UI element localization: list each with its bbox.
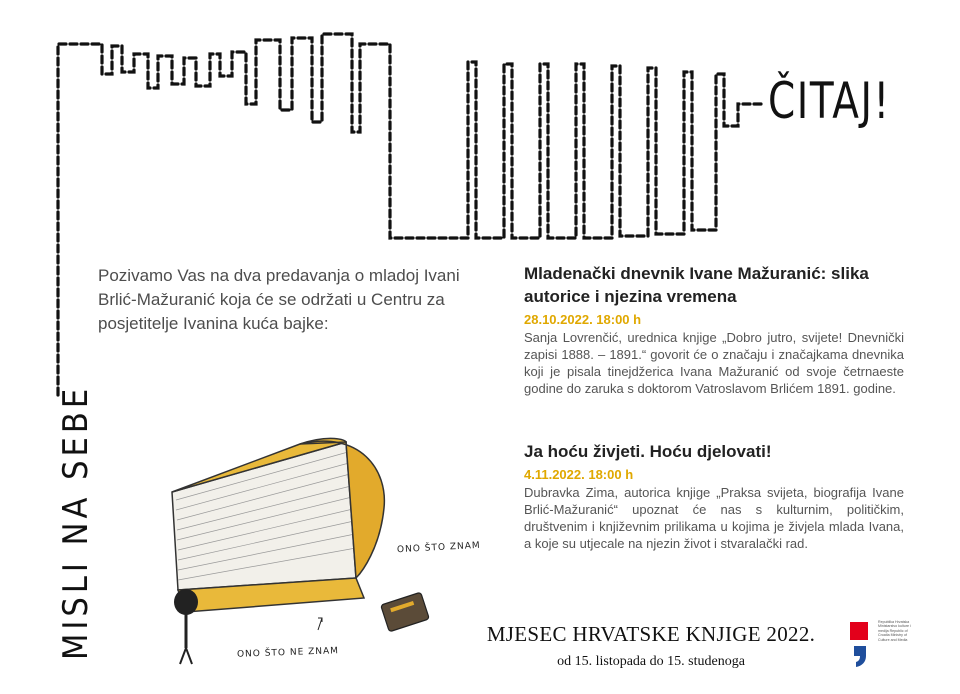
campaign-dates: od 15. listopada do 15. studenoga xyxy=(557,654,745,669)
label-what-i-know: ONO ŠTO ZNAM xyxy=(396,540,481,556)
vertical-tagline: MISLI NA SEBE xyxy=(56,384,96,660)
book-illustration xyxy=(172,438,429,664)
event-title: Ja hoću živjeti. Hoću djelovati! xyxy=(524,442,772,461)
read-call-to-action: ČITAJ! xyxy=(768,72,891,130)
event-2 xyxy=(524,440,904,552)
ministry-caption: Republika Hrvatska Ministarstvo kulture i medija Republic of Croatia Ministry of Culture and Media xyxy=(878,620,911,642)
event-description: Dubravka Zima, autorica knjige „Praksa svijeta, biografija Ivane Brlić-Mažuranić“ upoznat će nas s kulturnim, političkim, društvenim i književnim prilikama u kojima je živjela mlada Ivana, a koje su utjecale na njezin život i stvaralački rad. xyxy=(524,485,904,551)
invitation-intro: Pozivamo Vas na dva predavanja o mladoj Ivani Brlić-Mažuranić koja će se održati u Centru za posjetitelje Ivanina kuća bajke: xyxy=(98,266,460,333)
campaign-title: MJESEC HRVATSKE KNJIGE 2022. xyxy=(486,622,816,646)
label-what-i-dont-know: ONO ŠTO NE ZNAM xyxy=(236,646,340,660)
event-title: Mladenački dnevnik Ivane Mažuranić: slika autorice i njezina vremena xyxy=(524,264,869,306)
event-date: 4.11.2022. 18:00 h xyxy=(524,467,634,482)
event-1 xyxy=(524,262,904,397)
event-date: 28.10.2022. 18:00 h xyxy=(524,312,642,327)
ministry-logo-icon xyxy=(848,620,872,668)
event-description: Sanja Lovrenčić, urednica knjige „Dobro jutro, svijete! Dnevnički zapisi 1888. – 1891.“ govorit će o značaju i značajkama dnevnika koji je pisala tinejdžerica Ivana Mažuranić od svoje četrnaeste godine do zaruka s doktorom Vatroslavom Brlićem 1891. godine. xyxy=(524,330,904,396)
